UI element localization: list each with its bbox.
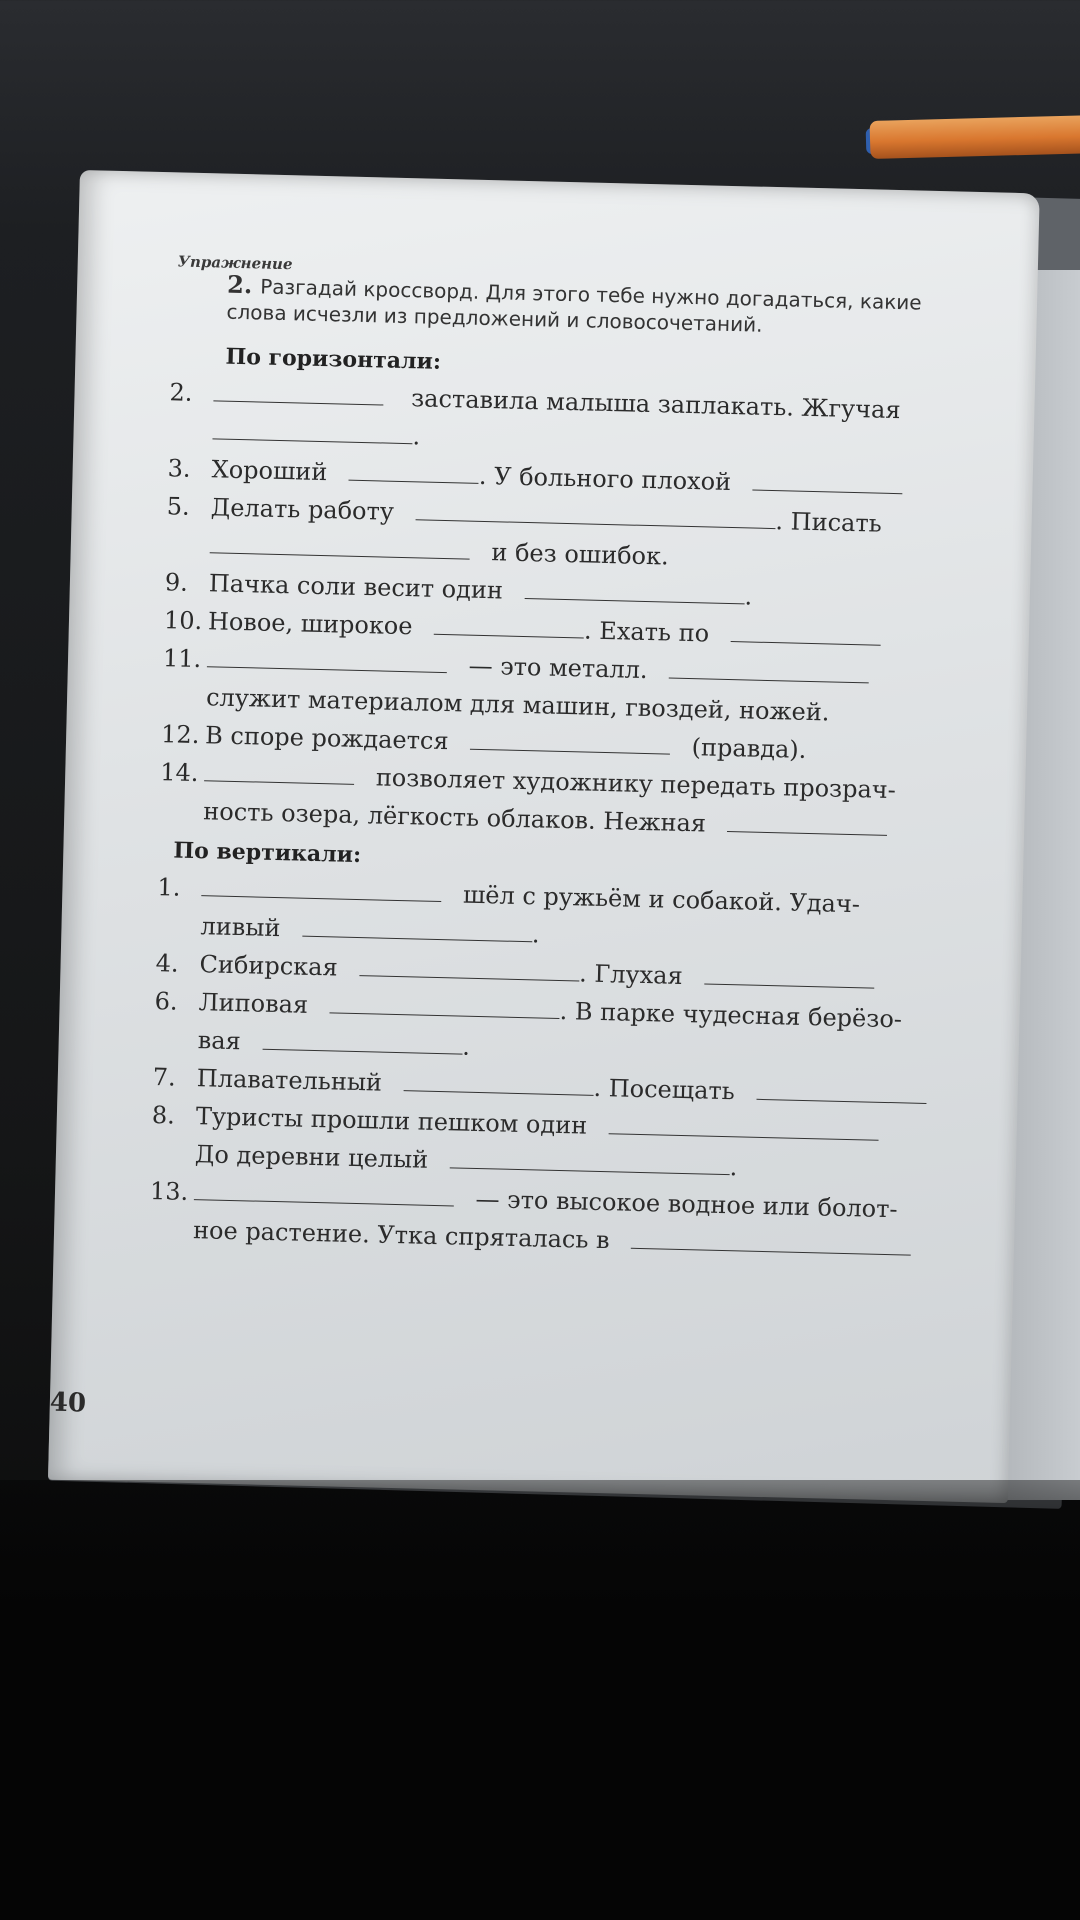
clue-line: 2. заставила малыша заплакать. Жгучая <box>169 378 901 425</box>
answer-blank[interactable] <box>349 460 479 484</box>
answer-blank[interactable] <box>609 1113 879 1141</box>
clue-line: 10. Новое, широкое . Ехать по <box>164 605 964 655</box>
answer-blank[interactable] <box>669 658 869 684</box>
clue-line: 6. Липовая . В парке чудесная берёзо- <box>154 987 903 1034</box>
answer-blank[interactable] <box>704 963 874 988</box>
heading-vertical: По вертикали: <box>173 837 362 869</box>
exercise-label: Упражнение <box>177 252 293 274</box>
answer-blank[interactable] <box>194 1179 454 1206</box>
clue-line: 4. Сибирская . Глухая <box>155 948 955 998</box>
clue-line: ность озера, лёгкость облаков. Нежная <box>159 795 959 845</box>
answer-blank[interactable] <box>207 646 447 673</box>
answer-blank[interactable] <box>403 1070 593 1096</box>
answer-blank[interactable] <box>756 1079 926 1104</box>
clue-line: 8. Туристы прошли пешком один <box>152 1100 952 1150</box>
clue-line: 11. — это металл. <box>163 643 963 693</box>
answer-blank[interactable] <box>212 418 412 444</box>
answer-blank[interactable] <box>204 760 354 785</box>
clue-line: вая . <box>197 1026 471 1061</box>
workbook-page <box>48 170 1040 1503</box>
answer-blank[interactable] <box>302 916 532 943</box>
task-number: 2. <box>226 269 253 300</box>
clue-line: ное растение. Утка спряталась в <box>149 1214 949 1264</box>
page-number: 40 <box>49 1387 87 1419</box>
answer-blank[interactable] <box>201 875 441 902</box>
answer-blank[interactable] <box>631 1228 911 1256</box>
clue-line: 1. шёл с ружьём и собакой. Удач- <box>157 873 861 919</box>
answer-blank[interactable] <box>262 1029 462 1055</box>
task-instruction <box>226 269 987 344</box>
task-text: Разгадай кроссворд. Для этого тебе нужно догадаться, какие слова исчезли из предложений и словосочетаний. <box>226 274 922 337</box>
answer-blank[interactable] <box>434 614 584 639</box>
answer-blank[interactable] <box>727 811 887 836</box>
answer-blank[interactable] <box>359 955 579 981</box>
clue-line: 12. В споре рождается (правда). <box>160 720 807 764</box>
clue-line: До деревни целый . <box>194 1140 738 1182</box>
answer-blank[interactable] <box>470 729 670 755</box>
dark-background <box>0 1480 1080 1920</box>
clue-line: 14. позволяет художнику передать прозрач- <box>159 758 897 805</box>
clue-line: 3. Хороший . У больного плохой <box>167 453 967 503</box>
clue-line: служит материалом для машин, гвоздей, ножей. <box>205 683 830 727</box>
answer-blank[interactable] <box>213 380 383 405</box>
clue-line: . <box>168 415 968 465</box>
pencil <box>870 115 1080 159</box>
clue-line: 7. Плавательный . Посещать <box>152 1062 952 1112</box>
answer-blank[interactable] <box>210 532 470 559</box>
answer-blank[interactable] <box>415 499 775 529</box>
clue-line: 9. Пачка соли весит один . <box>164 568 753 611</box>
answer-blank[interactable] <box>524 578 744 604</box>
answer-blank[interactable] <box>731 621 881 646</box>
clue-line: ливый . <box>200 912 540 949</box>
answer-blank[interactable] <box>330 992 560 1019</box>
clue-line: и без ошибок. <box>166 529 966 579</box>
heading-horizontal: По горизонтали: <box>225 343 442 375</box>
clue-line: 13. — это высокое водное или болот- <box>149 1177 898 1224</box>
answer-blank[interactable] <box>753 470 903 495</box>
clue-line: 5. Делать работу . Писать <box>166 492 883 538</box>
answer-blank[interactable] <box>450 1147 730 1175</box>
